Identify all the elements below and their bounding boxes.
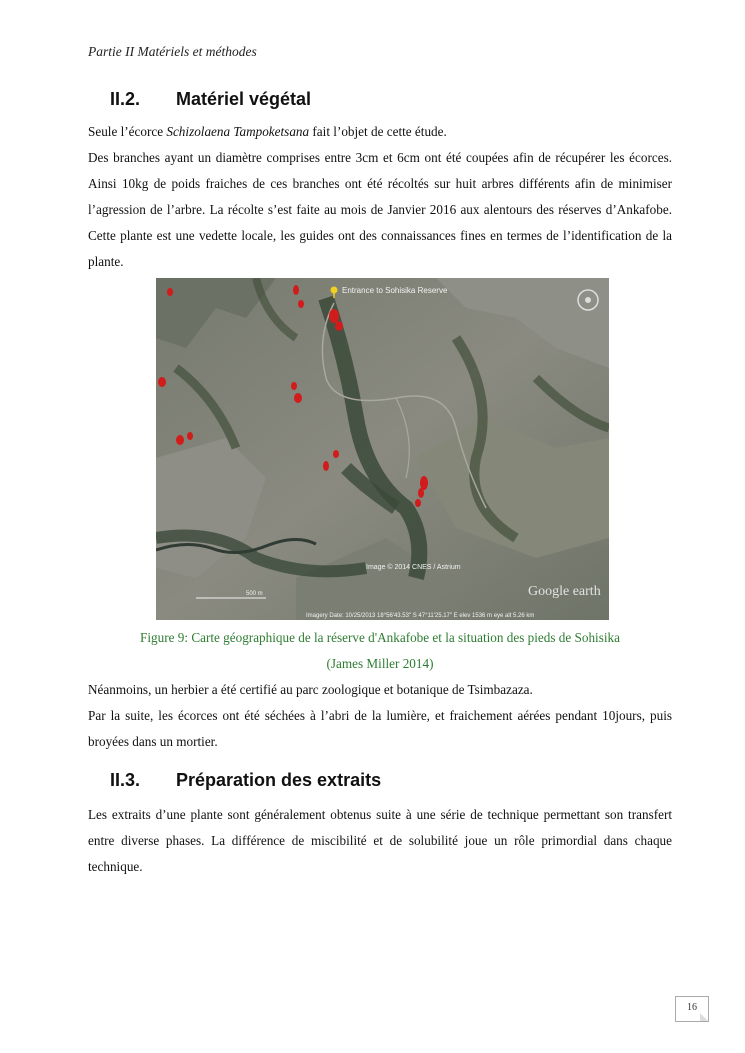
paragraph-text: fait l’objet de cette étude. [309, 124, 447, 139]
running-header: Partie II Matériels et méthodes [88, 44, 257, 59]
section-number: II.3. [110, 770, 141, 790]
page-number-text: 16 [687, 1002, 697, 1013]
map-label-copyright: Image © 2014 CNES / Astrium [366, 564, 461, 571]
paragraph-ecorce [88, 119, 672, 145]
satellite-map [156, 278, 609, 620]
map-label-imagery-date: Imagery Date: 10/25/2013 18°56'43.53" S 47°11'25.17" E elev 1536 m eye alt 5.26 km [306, 613, 535, 619]
figure-caption-line1: Figure 9: Carte géographique de la réserve d'Ankafobe et la situation des pieds de Sohisika [140, 630, 620, 645]
species-name: Schizolaena Tampoketsana [166, 124, 310, 139]
map-label-brand: Google earth [528, 584, 601, 599]
satellite-map-image [156, 278, 609, 620]
map-label-entrance: Entrance to Sohisika Reserve [342, 286, 448, 295]
page-corner-icon [700, 1013, 708, 1021]
map-label-scale: 500 m [246, 591, 263, 597]
section-title: Préparation des extraits [176, 770, 382, 790]
section-heading-preparation-extraits [110, 770, 381, 791]
figure-caption-line2: (James Miller 2014) [326, 656, 434, 671]
section-heading-materiel-vegetal [110, 89, 311, 110]
page-number [675, 996, 709, 1022]
section-number: II.2. [110, 89, 141, 109]
paragraph-sechage: Par la suite, les écorces ont été séchées à l’abri de la lumière, et fraichement aérées pendant 10jours, puis broyées dans un mortier. [88, 708, 672, 749]
section-title: Matériel végétal [176, 89, 312, 109]
paragraph-herbier: Néanmoins, un herbier a été certifié au parc zoologique et botanique de Tsimbazaza. [88, 682, 533, 697]
paragraph-branches: Des branches ayant un diamètre comprises entre 3cm et 6cm ont été coupées afin de récupérer les écorces. Ainsi 10kg de poids fraiches de ces branches ont été récoltés sur huit arbres différents afin de minimiser l’agression de l’arbre. La récolte s’est faite au mois de Janvier 2016 aux alentours des réserves d’Ankafobe. Cette plante est une vedette locale, les guides ont des connaissances fines en termes de l’identification de la plante. [88, 150, 672, 269]
paragraph-text: Seule l’écorce [88, 124, 167, 139]
paragraph-extraits: Les extraits d’une plante sont généralement obtenus suite à une série de technique permettant son transfert entre diverse phases. La différence de miscibilité et de solubilité joue un rôle primordial dans chaque technique. [88, 807, 672, 874]
